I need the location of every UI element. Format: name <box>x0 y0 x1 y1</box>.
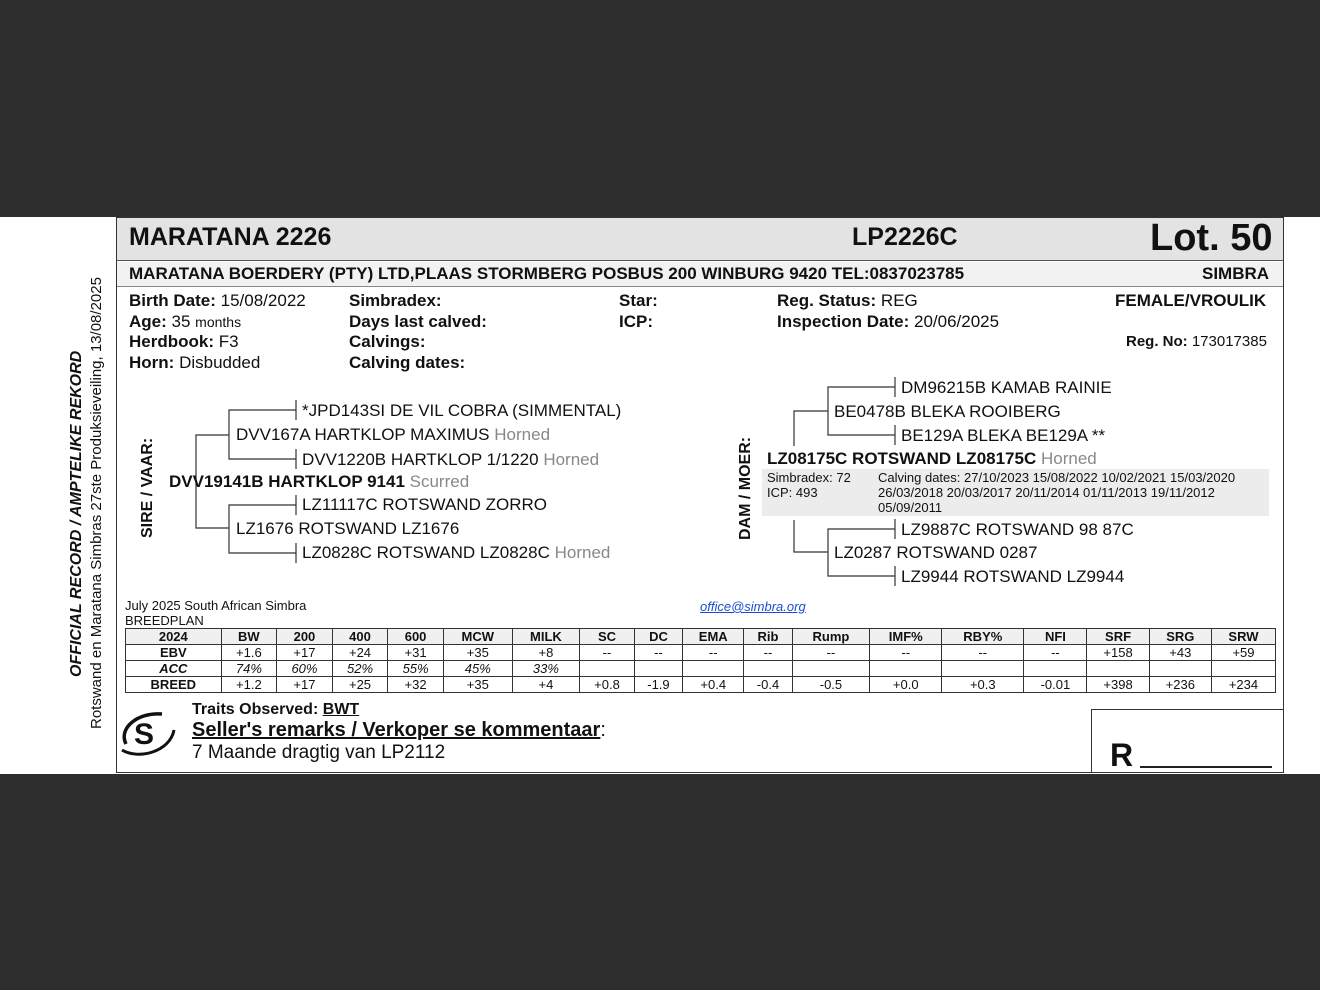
animal-id: LP2226C <box>852 223 958 251</box>
ebv-cell <box>1211 661 1275 677</box>
ebv-cell: Rib <box>744 629 792 645</box>
official-record-label: OFFICIAL RECORD / AMPTELIKE REKORD <box>68 350 85 677</box>
ebv-row-label: EBV <box>126 645 222 661</box>
seller-remarks: 7 Maande dragtig van LP2112 <box>192 742 446 763</box>
ebv-cell: -- <box>580 645 635 661</box>
ebv-cell: +234 <box>1211 677 1275 693</box>
ebv-cell: +35 <box>443 677 512 693</box>
dam-simbradex: Simbradex: 72 <box>767 470 851 485</box>
sire-sire: DVV167A HARTKLOP MAXIMUS Horned <box>236 425 551 444</box>
sire-sire-sire: *JPD143SI DE VIL COBRA (SIMMENTAL) <box>302 401 622 420</box>
ebv-cell: NFI <box>1024 629 1087 645</box>
ebv-cell: -- <box>634 645 682 661</box>
ebv-cell: -- <box>744 645 792 661</box>
simbra-logo <box>118 708 180 758</box>
sire-label: SIRE / VAAR: <box>139 437 156 538</box>
sale-name-label: Rotswand en Maratana Simbras 27ste Produksieveiling, 13/08/2025 <box>88 277 105 729</box>
dam-dam-dam: LZ9944 ROTSWAND LZ9944 <box>901 567 1125 586</box>
birth-date-row: Birth Date: 15/08/2022 <box>129 291 306 310</box>
dam-sire-dam: BE129A BLEKA BE129A ** <box>901 426 1106 445</box>
herdbook-row: Herdbook: F3 <box>129 332 239 351</box>
dam-sire: BE0478B BLEKA ROOIBERG <box>834 402 1061 421</box>
ebv-cell: SRF <box>1087 629 1149 645</box>
dam-dam: LZ0287 ROTSWAND 0287 <box>834 543 1038 562</box>
ebv-cell: -- <box>792 645 870 661</box>
ebv-cell: +0.3 <box>942 677 1024 693</box>
ebv-cell: +17 <box>277 645 333 661</box>
ebv-cell: -0.01 <box>1024 677 1087 693</box>
ebv-row-label: ACC <box>126 661 222 677</box>
email-link-wrap <box>700 598 806 616</box>
ebv-cell: +25 <box>332 677 388 693</box>
ebv-cell: +158 <box>1087 645 1149 661</box>
ebv-cell <box>1024 661 1087 677</box>
ebv-cell: +59 <box>1211 645 1275 661</box>
ebv-cell: 74% <box>221 661 277 677</box>
ebv-cell: 45% <box>443 661 512 677</box>
ebv-cell: -- <box>683 645 744 661</box>
ebv-cell: 60% <box>277 661 333 677</box>
ebv-cell: +35 <box>443 645 512 661</box>
ebv-cell: MILK <box>512 629 579 645</box>
reg-no-row: Reg. No: 173017385 <box>1126 333 1267 350</box>
dam-calving-line-1: Calving dates: 27/10/2023 15/08/2022 10/02/2021 15/03/2020 <box>878 470 1236 485</box>
ebv-cell <box>870 661 942 677</box>
dam-calving-line-3: 05/09/2011 <box>878 500 943 515</box>
ebv-cell: 55% <box>388 661 444 677</box>
ebv-cell: RBY% <box>942 629 1024 645</box>
ebv-cell: EMA <box>683 629 744 645</box>
ebv-cell: +32 <box>388 677 444 693</box>
breed-label: SIMBRA <box>1202 264 1270 283</box>
ebv-cell: MCW <box>443 629 512 645</box>
breedplan-line-1: July 2025 South African Simbra <box>125 598 307 613</box>
star-label: Star: <box>619 291 658 310</box>
dam-label: DAM / MOER: <box>737 436 754 540</box>
ebv-table <box>125 628 1276 693</box>
traits-observed: Traits Observed: BWT <box>192 701 360 718</box>
sire-dam-dam: LZ0828C ROTSWAND LZ0828C Horned <box>302 543 611 562</box>
owner-line: MARATANA BOERDERY (PTY) LTD,PLAAS STORMBERG POSBUS 200 WINBURG 9420 TEL:0837023785 <box>129 264 965 283</box>
ebv-cell <box>744 661 792 677</box>
price-label: R <box>1110 737 1134 773</box>
calvings-label: Calvings: <box>349 332 426 351</box>
logo-letter: S <box>134 718 155 751</box>
email-link[interactable]: office@simbra.org <box>700 599 806 614</box>
ebv-cell <box>1087 661 1149 677</box>
dam-calving-line-2: 26/03/2018 20/03/2017 20/11/2014 01/11/2013 19/11/2012 <box>878 485 1215 500</box>
ebv-cell: +8 <box>512 645 579 661</box>
ebv-cell: -0.4 <box>744 677 792 693</box>
ebv-cell: +4 <box>512 677 579 693</box>
ebv-cell: +24 <box>332 645 388 661</box>
ebv-header-row <box>126 629 1276 645</box>
ebv-cell: 200 <box>277 629 333 645</box>
ebv-cell <box>942 661 1024 677</box>
ebv-cell: SRG <box>1149 629 1211 645</box>
ebv-row-label: BREED <box>126 677 222 693</box>
ebv-cell <box>580 661 635 677</box>
breedplan-line-2: BREEDPLAN <box>125 613 204 628</box>
ebv-cell: BW <box>221 629 277 645</box>
ebv-cell: +1.2 <box>221 677 277 693</box>
ebv-cell: 600 <box>388 629 444 645</box>
ebv-cell: -- <box>942 645 1024 661</box>
ebv-cell: +0.4 <box>683 677 744 693</box>
age-row: Age: 35 months <box>129 312 242 331</box>
sex-label: FEMALE/VROULIK <box>1115 291 1267 310</box>
ebv-cell <box>1149 661 1211 677</box>
sire-dam-sire: LZ11117C ROTSWAND ZORRO <box>302 495 547 514</box>
sire-name: DVV19141B HARTKLOP 9141 Scurred <box>169 472 470 491</box>
ebv-cell: +236 <box>1149 677 1211 693</box>
ebv-cell: +398 <box>1087 677 1149 693</box>
simbradex-label: Simbradex: <box>349 291 442 310</box>
ebv-cell: +17 <box>277 677 333 693</box>
ebv-cell: 33% <box>512 661 579 677</box>
ebv-cell: -1.9 <box>634 677 682 693</box>
ebv-cell: SC <box>580 629 635 645</box>
horn-row: Horn: Disbudded <box>129 353 261 372</box>
animal-name: MARATANA 2226 <box>129 223 332 251</box>
price-input-line[interactable] <box>1140 766 1272 768</box>
ebv-cell: IMF% <box>870 629 942 645</box>
dam-name: LZ08175C ROTSWAND LZ08175C Horned <box>767 449 1097 468</box>
ebv-cell: +0.0 <box>870 677 942 693</box>
icp-label: ICP: <box>619 312 653 331</box>
ebv-row-label: 2024 <box>126 629 222 645</box>
dam-dam-sire: LZ9887C ROTSWAND 98 87C <box>901 520 1134 539</box>
ebv-cell <box>792 661 870 677</box>
ebv-cell: 52% <box>332 661 388 677</box>
remarks-title-row: Seller's remarks / Verkoper se kommentaar: <box>192 719 606 741</box>
ebv-cell: -- <box>870 645 942 661</box>
ebv-cell: SRW <box>1211 629 1275 645</box>
ebv-cell <box>634 661 682 677</box>
reg-status-row: Reg. Status: REG <box>777 291 918 310</box>
sire-sire-dam: DVV1220B HARTKLOP 1/1220 Horned <box>302 450 600 469</box>
lot-number: Lot. 50 <box>1150 217 1273 259</box>
ebv-cell: DC <box>634 629 682 645</box>
calving-dates-label: Calving dates: <box>349 353 466 372</box>
ebv-cell <box>683 661 744 677</box>
ebv-cell: +31 <box>388 645 444 661</box>
ebv-cell: Rump <box>792 629 870 645</box>
days-last-calved-label: Days last calved: <box>349 312 487 331</box>
ebv-cell: +1.6 <box>221 645 277 661</box>
acc-row <box>126 661 1276 677</box>
sire-dam: LZ1676 ROTSWAND LZ1676 <box>236 519 460 538</box>
dam-sire-sire: DM96215B KAMAB RAINIE <box>901 378 1112 397</box>
dam-details-box <box>762 469 1269 516</box>
ebv-cell: 400 <box>332 629 388 645</box>
breed-row <box>126 677 1276 693</box>
dam-icp: ICP: 493 <box>767 485 818 500</box>
ebv-cell: +0.8 <box>580 677 635 693</box>
ebv-cell: -- <box>1024 645 1087 661</box>
inspection-date-row: Inspection Date: 20/06/2025 <box>777 312 1000 331</box>
ebv-cell: -0.5 <box>792 677 870 693</box>
ebv-row <box>126 645 1276 661</box>
ebv-cell: +43 <box>1149 645 1211 661</box>
